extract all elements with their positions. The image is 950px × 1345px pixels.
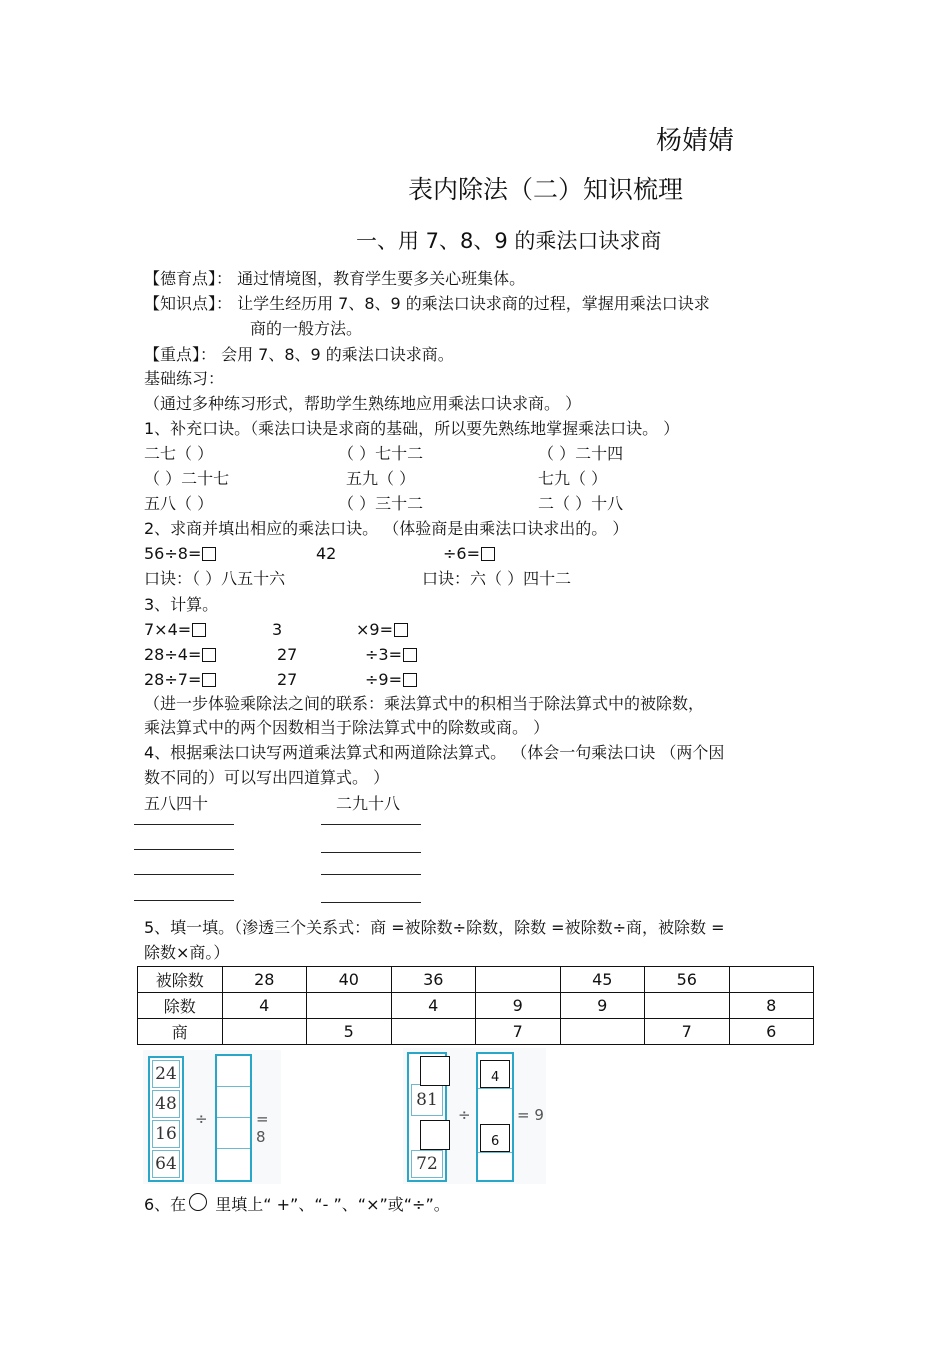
answer-line[interactable] <box>134 824 234 825</box>
q3-number: 27 <box>277 645 298 664</box>
division-puzzle-1 <box>143 1050 281 1184</box>
answer-line[interactable] <box>134 874 234 875</box>
dividend-column <box>148 1056 184 1182</box>
divisor-cell[interactable] <box>217 1056 250 1087</box>
table-cell[interactable] <box>222 1019 307 1045</box>
divisor-column <box>215 1054 252 1182</box>
dividend-cell <box>411 1084 443 1116</box>
q3-number: 3 <box>272 620 283 639</box>
answer-box[interactable] <box>403 648 417 662</box>
q6-suffix: 里填上“ +”、“- ”、“×”或“÷”。 <box>210 1195 450 1214</box>
table-cell[interactable]: 28 <box>222 967 307 993</box>
equation-text: ÷3= <box>365 645 402 664</box>
page-title: 表内除法（二）知识梳理 <box>408 175 684 204</box>
table-cell[interactable]: 56 <box>645 967 730 993</box>
fill-in-table <box>137 966 814 1045</box>
quotient-label: = 9 <box>517 1106 544 1124</box>
q1-item: 五九（ ） <box>346 469 416 488</box>
division-puzzle-2 <box>403 1048 546 1184</box>
basic-practice-note: （通过多种练习形式，帮助学生熟练地应用乘法口诀求商。 ） <box>144 394 582 413</box>
q1-item: 七九（ ） <box>538 469 608 488</box>
q3-number: 27 <box>277 670 298 689</box>
q4-heading-line1: 4、根据乘法口诀写两道乘法算式和两道除法算式。 （体会一句乘法口诀 （两个因 <box>144 743 725 762</box>
table-cell[interactable] <box>560 1019 645 1045</box>
q3-equation <box>144 647 216 663</box>
table-cell[interactable]: 40 <box>307 967 392 993</box>
table-cell[interactable]: 8 <box>729 993 814 1019</box>
answer-line[interactable] <box>134 900 234 901</box>
q3-note-line2: 乘法算式中的两个因数相当于除法算式中的除数或商。 ） <box>144 718 550 737</box>
q1-item: 五八（ ） <box>144 494 214 513</box>
table-cell[interactable] <box>645 993 730 1019</box>
table-cell[interactable]: 45 <box>560 967 645 993</box>
q3-equation <box>356 622 408 638</box>
table-row-quotient <box>138 1019 814 1045</box>
dividend-cell: 64 <box>152 1150 180 1178</box>
answer-box[interactable] <box>394 623 408 637</box>
row-header: 除数 <box>138 993 223 1019</box>
dividend-value: 81 <box>416 1090 438 1110</box>
q4-koujue-right: 二九十八 <box>336 794 401 813</box>
divisor-cell[interactable] <box>217 1087 250 1118</box>
equation-text: ×9= <box>356 620 393 639</box>
key-point: 【重点】： 会用 7、8、9 的乘法口诀求商。 <box>144 345 454 364</box>
q2-koujue-2: 口诀：六（ ）四十二 <box>422 569 572 588</box>
table-row-dividend <box>138 967 814 993</box>
table-cell[interactable]: 7 <box>645 1019 730 1045</box>
divisor-cell[interactable] <box>217 1118 250 1149</box>
answer-box[interactable] <box>202 673 216 687</box>
q2-equation-2 <box>443 546 495 562</box>
q1-item: 二七（ ） <box>144 444 214 463</box>
answer-box[interactable] <box>202 547 216 561</box>
q3-equation <box>144 622 206 638</box>
section-title: 一、用 7、8、9 的乘法口诀求商 <box>356 229 662 253</box>
table-cell[interactable]: 6 <box>729 1019 814 1045</box>
answer-line[interactable] <box>321 824 421 825</box>
table-cell[interactable]: 9 <box>476 993 561 1019</box>
q4-koujue-left: 五八四十 <box>144 794 209 813</box>
knowledge-point-line2: 商的一般方法。 <box>250 319 363 338</box>
dividend-answer-box[interactable] <box>420 1056 450 1086</box>
q1-item: （ ）二十七 <box>144 469 230 488</box>
table-cell[interactable]: 4 <box>391 993 476 1019</box>
answer-box[interactable] <box>202 648 216 662</box>
dividend-value: 72 <box>416 1154 438 1174</box>
table-cell[interactable]: 5 <box>307 1019 392 1045</box>
table-cell[interactable] <box>391 1019 476 1045</box>
dividend-cell: 24 <box>152 1060 180 1088</box>
q1-item: （ ）二十四 <box>538 444 624 463</box>
divisor-value: 6 <box>491 1134 500 1149</box>
dividend-cell: 16 <box>152 1120 180 1148</box>
table-cell[interactable] <box>476 967 561 993</box>
moral-point: 【德育点】： 通过情境图，教育学生要多关心班集体。 <box>144 269 526 288</box>
row-header: 商 <box>138 1019 223 1045</box>
answer-line[interactable] <box>321 874 421 875</box>
equation-text: 28÷4= <box>144 645 202 664</box>
q3-heading: 3、计算。 <box>144 595 219 614</box>
equation-text: 7×4= <box>144 620 192 639</box>
table-cell[interactable]: 9 <box>560 993 645 1019</box>
dividend-answer-box[interactable] <box>420 1120 450 1150</box>
table-cell[interactable] <box>729 967 814 993</box>
answer-line[interactable] <box>134 849 234 850</box>
q1-heading: 1、补充口诀。（乘法口诀是求商的基础，所以要先熟练地掌握乘法口诀。 ） <box>144 419 680 438</box>
q3-equation <box>365 647 417 663</box>
answer-box[interactable] <box>403 673 417 687</box>
dividend-cell <box>411 1150 443 1178</box>
q1-item: （ ）七十二 <box>338 444 424 463</box>
divisor-value: 4 <box>491 1070 500 1085</box>
equation-text: 56÷8= <box>144 544 202 563</box>
answer-line[interactable] <box>321 852 421 853</box>
q2-dividend: 42 <box>316 544 337 563</box>
divisor-cell[interactable] <box>217 1149 250 1180</box>
circle-icon <box>189 1193 207 1211</box>
q1-item: （ ）三十二 <box>338 494 424 513</box>
q6-instruction <box>144 1193 450 1213</box>
knowledge-point-line1: 【知识点】： 让学生经历用 7、8、9 的乘法口诀求商的过程，掌握用乘法口诀求 <box>144 294 710 313</box>
answer-box[interactable] <box>192 623 206 637</box>
divide-sign: ÷ <box>458 1106 471 1124</box>
table-cell[interactable]: 36 <box>391 967 476 993</box>
answer-box[interactable] <box>481 547 495 561</box>
q5-heading-line2: 除数×商。） <box>144 943 230 962</box>
q4-heading-line2: 数不同的）可以写出四道算式。 ） <box>144 768 390 787</box>
answer-line[interactable] <box>321 902 421 903</box>
table-row-divisor <box>138 993 814 1019</box>
q6-prefix: 6、在 <box>144 1195 187 1214</box>
dividend-cell: 48 <box>152 1090 180 1118</box>
q3-equation <box>144 672 216 688</box>
author-name: 杨婧婧 <box>656 126 735 156</box>
equation-text: 28÷7= <box>144 670 202 689</box>
table-cell[interactable] <box>307 993 392 1019</box>
divisor-cell[interactable] <box>478 1088 512 1120</box>
equation-text: ÷9= <box>365 670 402 689</box>
q2-equation-1 <box>144 546 216 562</box>
q5-heading-line1: 5、填一填。（渗透三个关系式：商 =被除数÷除数，除数 =被除数÷商，被除数 = <box>144 918 725 937</box>
equation-text: ÷6= <box>443 544 480 563</box>
q3-note-line1: （进一步体验乘除法之间的联系：乘法算式中的积相当于除法算式中的被除数， <box>144 694 705 713</box>
row-header: 被除数 <box>138 967 223 993</box>
basic-practice-label: 基础练习： <box>144 369 225 388</box>
divisor-cell[interactable] <box>478 1152 512 1180</box>
table-cell[interactable]: 4 <box>222 993 307 1019</box>
q1-item: 二（ ）十八 <box>538 494 624 513</box>
q2-heading: 2、求商并填出相应的乘法口诀。 （体验商是由乘法口诀求出的。 ） <box>144 519 629 538</box>
q2-koujue-1: 口诀：（ ）八五十六 <box>144 569 286 588</box>
table-cell[interactable]: 7 <box>476 1019 561 1045</box>
quotient-label: = 8 <box>256 1110 269 1146</box>
q3-equation <box>365 672 417 688</box>
divide-sign: ÷ <box>195 1110 208 1128</box>
